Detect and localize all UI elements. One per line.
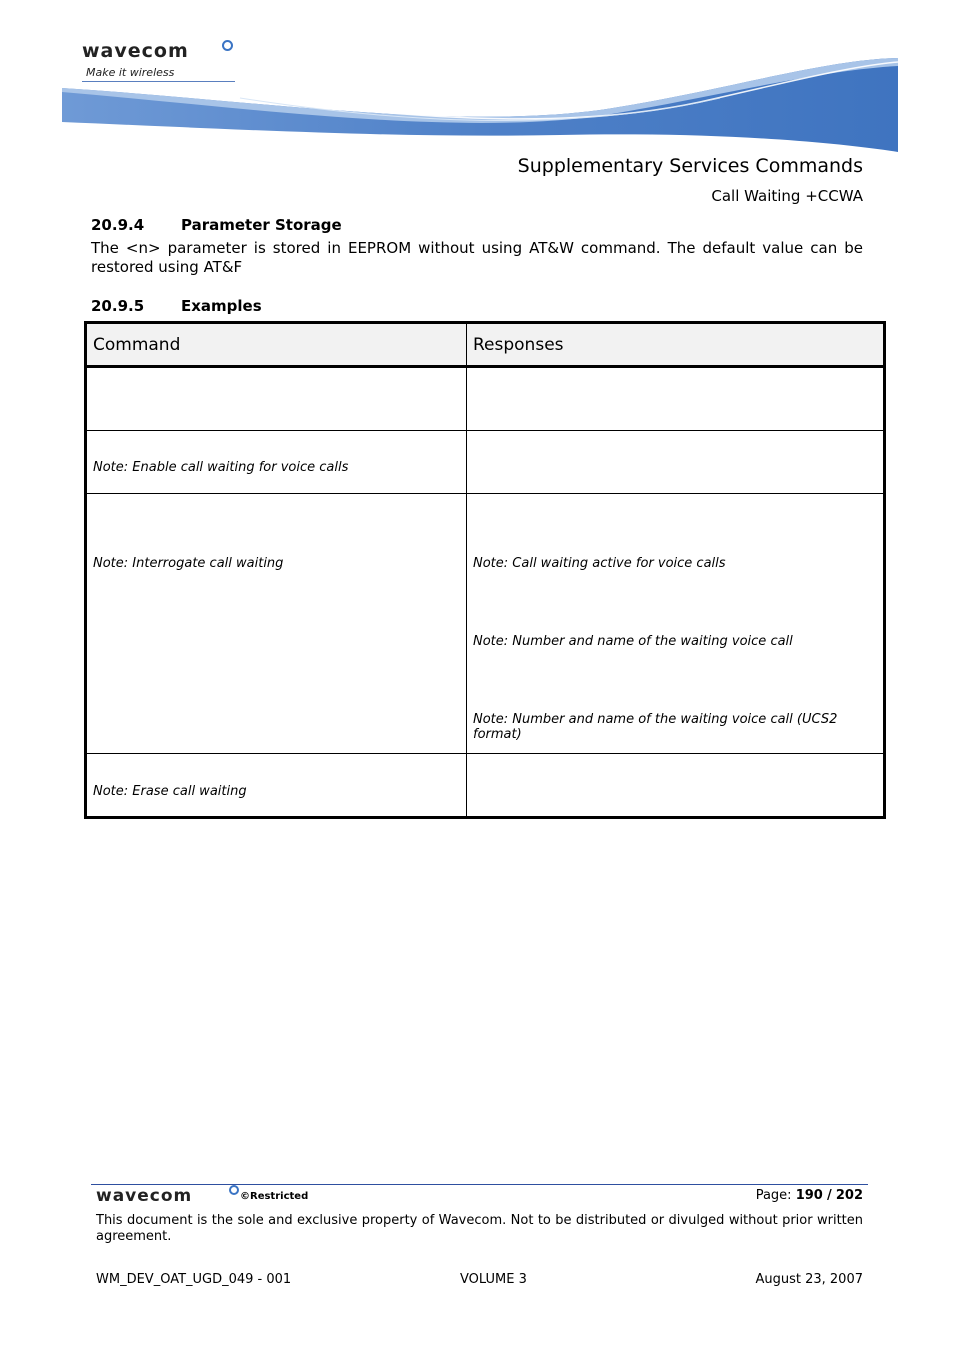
footer-rule <box>91 1184 868 1185</box>
registered-swirl-icon <box>222 40 233 51</box>
volume-label: VOLUME 3 <box>460 1272 527 1287</box>
command-cell <box>86 367 467 431</box>
chapter-title: Supplementary Services Commands <box>517 155 863 177</box>
column-header-responses: Responses <box>467 323 885 367</box>
command-note: Note: Enable call waiting for voice calls <box>93 460 349 475</box>
column-header-command: Command <box>86 323 467 367</box>
header-wave-graphic <box>0 0 954 160</box>
response-cell <box>467 367 885 431</box>
examples-table <box>84 321 886 819</box>
table-row <box>86 494 885 754</box>
command-note: Note: Erase call waiting <box>93 784 247 799</box>
footer-registered-swirl-icon <box>229 1185 239 1195</box>
response-note: Note: Number and name of the waiting voice call (UCS2 format) <box>473 712 838 742</box>
section-heading-examples <box>91 297 262 315</box>
footer-wavecom-logo: wavecom <box>96 1186 193 1206</box>
logo-underline <box>82 81 235 82</box>
document-date: August 23, 2007 <box>755 1272 863 1287</box>
command-note: Note: Interrogate call waiting <box>93 556 284 571</box>
table-row <box>86 367 885 431</box>
page-current: 190 <box>795 1188 823 1203</box>
response-cell <box>467 754 885 818</box>
section-title: Examples <box>181 297 262 315</box>
table-row <box>86 431 885 494</box>
section-number: 20.9.4 <box>91 216 145 234</box>
page-total: 202 <box>835 1188 863 1203</box>
page-label: Page: <box>755 1188 792 1203</box>
logo-tagline: Make it wireless <box>86 66 175 79</box>
section-heading-storage <box>91 216 342 234</box>
confidentiality-notice: This document is the sole and exclusive property of Wavecom. Not to be distributed or divulged without prior written agreement. <box>96 1213 863 1244</box>
page-separator: / <box>826 1188 832 1203</box>
command-cell <box>86 431 467 494</box>
page-number <box>756 1188 863 1203</box>
document-id: WM_DEV_OAT_UGD_049 - 001 <box>96 1272 292 1287</box>
storage-paragraph: The <n> parameter is stored in EEPROM without using AT&W command. The default value can be restored using AT&F <box>91 239 863 276</box>
section-reference: Call Waiting +CCWA <box>711 187 863 205</box>
response-note: Note: Call waiting active for voice calls <box>473 556 726 571</box>
section-number: 20.9.5 <box>91 297 145 315</box>
table-row <box>86 754 885 818</box>
table-header-row <box>86 323 885 367</box>
response-note: Note: Number and name of the waiting voice call <box>473 634 793 649</box>
wavecom-logo: wavecom <box>82 40 189 62</box>
command-cell <box>86 754 467 818</box>
restricted-label: ©Restricted <box>240 1191 309 1202</box>
command-cell <box>86 494 467 754</box>
response-cell <box>467 431 885 494</box>
response-cell <box>467 494 885 754</box>
section-title: Parameter Storage <box>181 216 342 234</box>
